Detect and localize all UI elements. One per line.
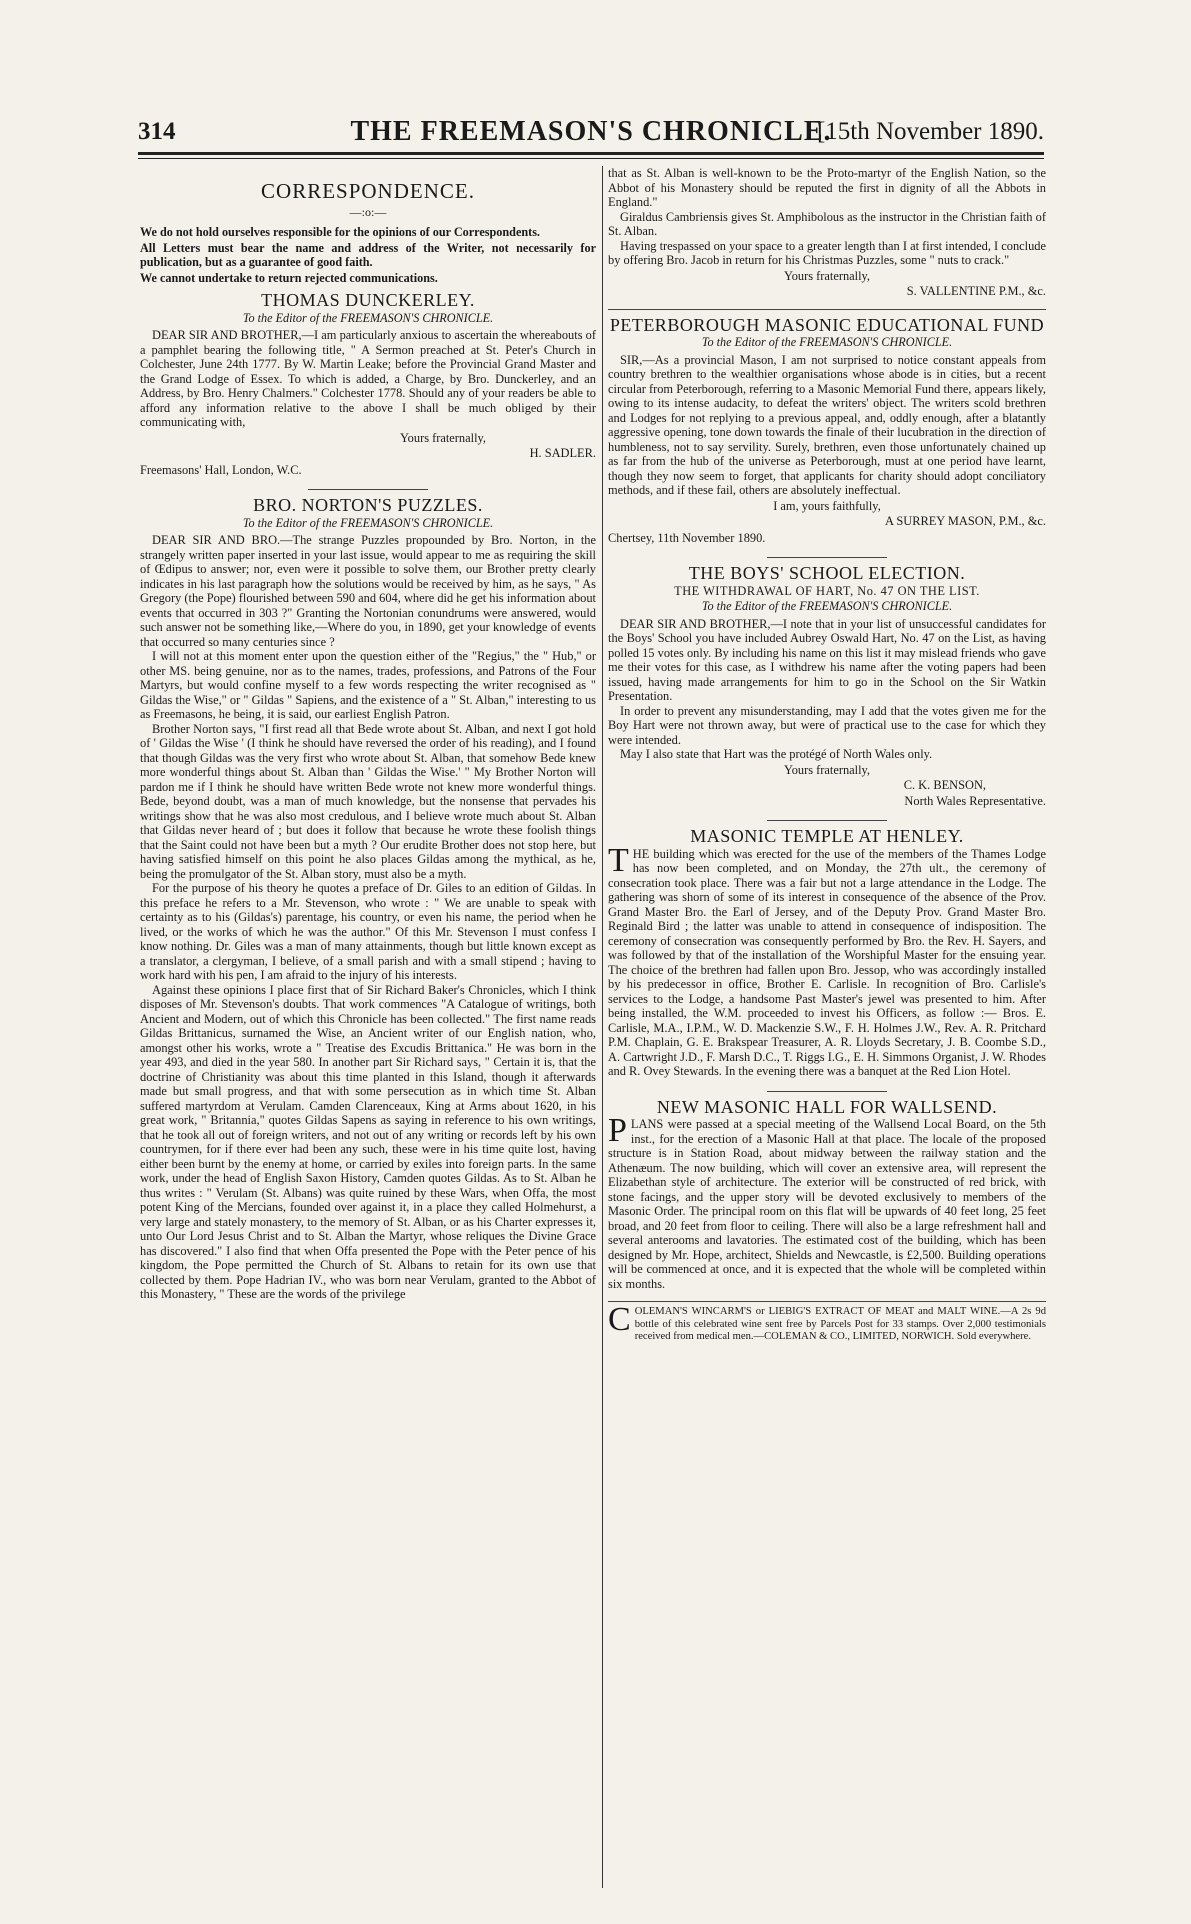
notice-letters: All Letters must bear the name and address of the Writer, not necessarily for publication, but as a guarantee of good faith. — [140, 241, 596, 269]
norton-signature: S. VALLENTINE P.M., &c. — [906, 284, 1046, 298]
wallsend-heading: NEW MASONIC HALL FOR WALLSEND. — [656, 1096, 998, 1117]
page-header — [138, 112, 1044, 152]
henley-heading: MASONIC TEMPLE AT HENLEY. — [690, 826, 964, 846]
peterborough-heading: PETERBOROUGH MASONIC EDUCATIONAL FUND — [609, 314, 1045, 335]
boys-school-closing: Yours fraternally, — [783, 762, 871, 777]
boys-school-title: North Wales Representative. — [904, 793, 1046, 808]
norton-paragraph: I will not at this moment enter upon the question either of the "Regius," the " Hub," or other MS. being genuine, nor as to the names, trades, professions, and Patrons of the Four Martyrs, but would confine myself to a few words respecting the writer recognised as " Gildas the Wise," or " Gildas " Sapiens, and the existence of a " St. Alban," interesting to us as Freemasons, he being, it is said, our earliest English Patron. — [140, 649, 596, 721]
issue-date: [15th November 1890. — [816, 118, 1044, 145]
masthead-title: THE FREEMASON'S CHRONICLE. — [350, 116, 832, 147]
advert-coleman: COLEMAN'S WINCARM'S or LIEBIG'S EXTRACT OF MEAT and MALT WINE.—A 2s 9d bottle of this celebrated wine sent free by Parcels Post for 33 stamps. Over 2,000 testimonials received from medical men.—COLEMAN & CO., LIMITED, NORWICH. Sold everywhere. — [608, 1301, 1046, 1342]
peterborough-signature: A SURREY MASON, P.M., &c. — [885, 514, 1046, 528]
norton-continued-paragraph: Having trespassed on your space to a greater length than I at first intended, I conclude by offering Bro. Jacob in return for his Christmas Puzzles, some " nuts to crack." — [608, 238, 1046, 267]
dunckerley-body: DEAR SIR AND BROTHER,—I am particularly anxious to ascertain the whereabouts of a pamphlet bearing the following title, " A Sermon preached at St. Peter's Church in Colchester, June 24th 1777. By W. Martin Leake; before the Provincial Grand Master and the Grand Lodge of Essex. To which is added, a Charge, by Bro. Dunckerley, and an Address, by Bro. Henry Chalmers." Colchester 1778. Should any of your readers be able to afford any information relative to the above I shall be much obliged by their communicating with, — [140, 328, 596, 429]
page-number: 314 — [138, 118, 176, 145]
section-rule — [608, 309, 1046, 310]
henley-body: THE building which was erected for the use of the members of the Thames Lodge has now been completed, and on Monday, the 27th ult., the ceremony of consecration took place. There was a fair but not a large attendance in the Lodge. The gathering was shorn of some of its interest in consequence of the absence of the Prov. Grand Master Bro. the Earl of Jersey, and of the Deputy Prov. Grand Master Bro. Reginald Bird ; the latter was unable to attend in consequence of indisposition. The ceremony of consecration was consequently performed by Bro. the Rev. H. Sayers, and was followed by that of the installation of the Worshipful Master for the ensuing year. The choice of the brethren had fallen upon Bro. Jessop, who was accordingly installed by his predecessor in office, Brother E. Carlisle. In recognition of Bro. Carlisle's services to the Lodge, a handsome Past Master's jewel was presented to him. After being installed, the W.M. proceeded to invest his Officers, as follow :— Bros. E. Carlisle, M.A., I.P.M., W. D. Mackenzie S.W., F. H. Holmes J.W., Rev. A. R. Pritchard P.M. Chaplain, G. E. Brakspear Treasurer, A. R. Lloyds Secretary, J. B. Coombe S.D., A. Cartwright J.D., F. Marsh D.C., T. Riggs I.G., E. H. Simmons Organist, J. W. Rhodes and R. Ovey Stewards. In the evening there was a banquet at the Red Lion Hotel. — [608, 841, 1046, 1078]
boys-school-paragraph: In order to prevent any misunderstanding, may I add that the votes given me for the Boy Hart were not thrown away, but were of practical use to the case for which they were intended. — [608, 703, 1046, 747]
boys-school-paragraph: DEAR SIR AND BROTHER,—I note that in your list of unsuccessful candidates for the Boys' School you have included Aubrey Oswald Hart, No. 47 on the List, as having polled 15 votes only. By including his name on this list it may mislead friends who gave me their votes for this case, as I withdrew his name after the voting papers had been issued, having made arrangements for him to go in the School on the Sir Watkin Presentation. — [608, 616, 1046, 703]
norton-continued-paragraph: that as St. Alban is well-known to be the Proto-martyr of the English Nation, so the Abbot of his Monastery should be reputed the first in dignity of all the Abbots in England." — [608, 166, 1046, 209]
left-column — [140, 166, 596, 1888]
dunckerley-closing: Yours fraternally, — [399, 430, 486, 445]
dunckerley-signature: H. SADLER. — [529, 446, 596, 460]
notice-responsibility: We do not hold ourselves responsible for the opinions of our Correspondents. — [140, 225, 540, 239]
norton-closing: Yours fraternally, — [783, 268, 871, 283]
peterborough-body: SIR,—As a provincial Mason, I am not surprised to notice constant appeals from country brethren to the wealthier organisations whose abode is in cities, but a recent circular from Peterborough, referring to a Masonic Memorial Fund there, appears likely, owing to its intense audacity, to defeat the writers' object. The writers scold brethren and Lodges for not replying to a previous appeal, and, oddly enough, after a blatantly aggressive opening, tone down towards the finale of their lucubration in the direction of humbleness, not to say servility. Surely, brethren, even those unfortunately chained up as far from the hub of the universe as Peterborough, must at one period have learnt, though they now seem to forget, that applicants for charity should adopt conciliatory methods, and if these fail, others are absolutely ineffectual. — [608, 352, 1046, 497]
header-rule-thick — [138, 152, 1044, 155]
boys-school-signature: C. K. BENSON, — [903, 778, 986, 792]
correspondence-heading: CORRESPONDENCE. — [261, 179, 475, 203]
header-rule-thin — [138, 158, 1044, 159]
right-column — [608, 166, 1046, 1888]
boys-school-to-editor: To the Editor of the FREEMASON'S CHRONICLE. — [701, 599, 953, 613]
boys-school-subheading: THE WITHDRAWAL OF HART, No. 47 ON THE LIST. — [674, 583, 980, 598]
advert-rule — [608, 1301, 1046, 1302]
peterborough-closing: I am, yours faithfully, — [773, 498, 881, 513]
boys-school-heading: THE BOYS' SCHOOL ELECTION. — [688, 563, 966, 583]
wallsend-body: PLANS were passed at a special meeting of the Wallsend Local Board, on the 5th inst., for the erection of a Masonic Hall at that place. The locale of the proposed structure is in Station Road, about midway between the railway station and the Athenæum. The now building, which will cover an extensive area, will represent the Elizabethan style of architecture. The exterior will be constructed of red brick, with stone facings, and the upper story will be devoted exclusively to members of the Masonic Order. The principal room on this flat will be upwards of 40 feet long, 25 feet broad, and 20 feet from floor to ceiling. There will also be a large refreshment hall and several anterooms and lavatories. The estimated cost of the building, which has been designed by Mr. Hope, architect, Shields and Newcastle, is £2,500. Building operations will be commenced at once, and it is expected that the whole will be completed within six months. — [608, 1112, 1046, 1291]
section-rule — [767, 557, 887, 558]
norton-to-editor: To the Editor of the FREEMASON'S CHRONICLE. — [242, 515, 494, 530]
dunckerley-to-editor: To the Editor of the FREEMASON'S CHRONICLE. — [242, 310, 494, 325]
norton-paragraph: Against these opinions I place first that of Sir Richard Baker's Chronicles, which I think disposes of Mr. Stevenson's doubts. That work commences "A Catalogue of writings, both Ancient and Modern, out of which this Chronicle has been collected." The first name reads Gildas Brittanicus, surnamed the Wise, an Ancient writer of our English nation, who, amongst other his works, wrote a " Treatise des Excudis Brittanica." He was born in the year 493, and died in the year 580. In another part Sir Richard says, " Certain it is, that the doctrine of Christianity was about this time planted in this Island, though it afterwards made but small progress, and that with some persecution as in which time St. Alban suffered martyrdom at Verulam. Camden Clarenceaux, King at Arms about 1620, in his great work, " Britannia," quotes Gildas Sapens as saying in reference to his own writings, that he took all out of foreign writers, and not out of any writing or records left by his own countrymen, for if there ever had been any such, these were in his time quite lost, having either been burnt by the enemy at home, or carried by exiles into foreign parts. In the same work, under the head of English Saxon History, Camden quotes Gildas. As to St. Alban he thus writes : " Verulam (St. Albans) was quite ruined by these Wars, when Offa, the most potent King of the Mercians, founded over against it, in a place they called Holmehurst, a very large and stately monastery, to the memory of St. Alban, or as his Charter expresses it, unto Our Lord Jesus Christ and to St. Alban the Martyr, whose reliques the Divine Grace has discovered." I also find that when Offa presented the Pope with the Peter pence of his kingdom, the Pope permitted the Church of St. Albans to retain for its own use that collected by them. Pope Hadrian IV., who was born near Verulam, granted to the Abbot of this Monastery, " These are the words of the privilege — [140, 982, 596, 1301]
norton-paragraph: DEAR SIR AND BRO.—The strange Puzzles propounded by Bro. Norton, in the strangely written paper inserted in your last issue, would appear to me as requiring the skill of Œdipus to answer; nor, even were it possible to solve them, our Brother pretty clearly indicates in his last paragraph how the solutions would be received by him, as he says, " As Gregory (the Pope) flourished between 590 and 604, where did he get his information about events that occurred in 303 ?" Granting the Nortonian conundrums were answered, would such answer not be something like,—Where do you, in 1890, get your knowledge of events that occurred so many centuries since ? — [140, 533, 596, 649]
column-divider — [602, 166, 603, 1888]
peterborough-to-editor: To the Editor of the FREEMASON'S CHRONICLE. — [701, 335, 953, 349]
dunckerley-heading: THOMAS DUNCKERLEY. — [261, 290, 475, 310]
norton-heading: BRO. NORTON'S PUZZLES. — [253, 495, 483, 515]
section-rule — [767, 1091, 887, 1092]
dunckerley-address: Freemasons' Hall, London, W.C. — [140, 462, 302, 477]
boys-school-paragraph: May I also state that Hart was the protégé of North Wales only. — [620, 747, 933, 761]
correspondence-divider: —:o:— — [349, 204, 387, 219]
norton-paragraph: For the purpose of his theory he quotes a preface of Dr. Giles to an edition of Gildas. In this preface he refers to a Mr. Stevenson, who wrote : " We are unable to speak with certainty as to his (Gildas's) parentage, his country, or even his name, the period when he lived, or the works of which he was the author." Of this Mr. Stevenson I must confess I know nothing. Dr. Giles was a man of many attainments, though but little known except as a translator, a clergyman, I believe, of a small parish and with a small stipend ; having to work hard with his pen, I am afraid to the injury of his interests. — [140, 881, 596, 982]
section-rule — [308, 489, 428, 490]
peterborough-place: Chertsey, 11th November 1890. — [608, 530, 766, 545]
notice-rejected: We cannot undertake to return rejected communications. — [140, 271, 438, 285]
section-rule — [767, 820, 887, 821]
norton-continued-paragraph: Giraldus Cambriensis gives St. Amphibolous as the instructor in the Christian faith of St. Alban. — [608, 209, 1046, 238]
norton-paragraph: Brother Norton says, "I first read all that Bede wrote about St. Alban, and next I got hold of ' Gildas the Wise ' (I think he should have reversed the order of his reading), and I found that though Gildas was the very first who wrote about St. Alban, that somehow Bede knew more wonderful things about St. Alban than ' Gildas the Wise.' " My Brother Norton will pardon me if I think he should have written Bede wrote not knew more wonderful things. Bede, beyond doubt, was a man of much knowledge, but the nonsense that pervades his writings show that he was also most credulous, and I believe wrote much about St. Alban that Gildas never heard of ; but does it follow that because he wrote these foolish things that the Saint could not have been but a myth ? Our erudite Brother does not stop here, but having satisfied himself on this point he also places Gildas among the mythical, as he, being the promulgator of the St. Alban story, must also be a myth. — [140, 721, 596, 881]
